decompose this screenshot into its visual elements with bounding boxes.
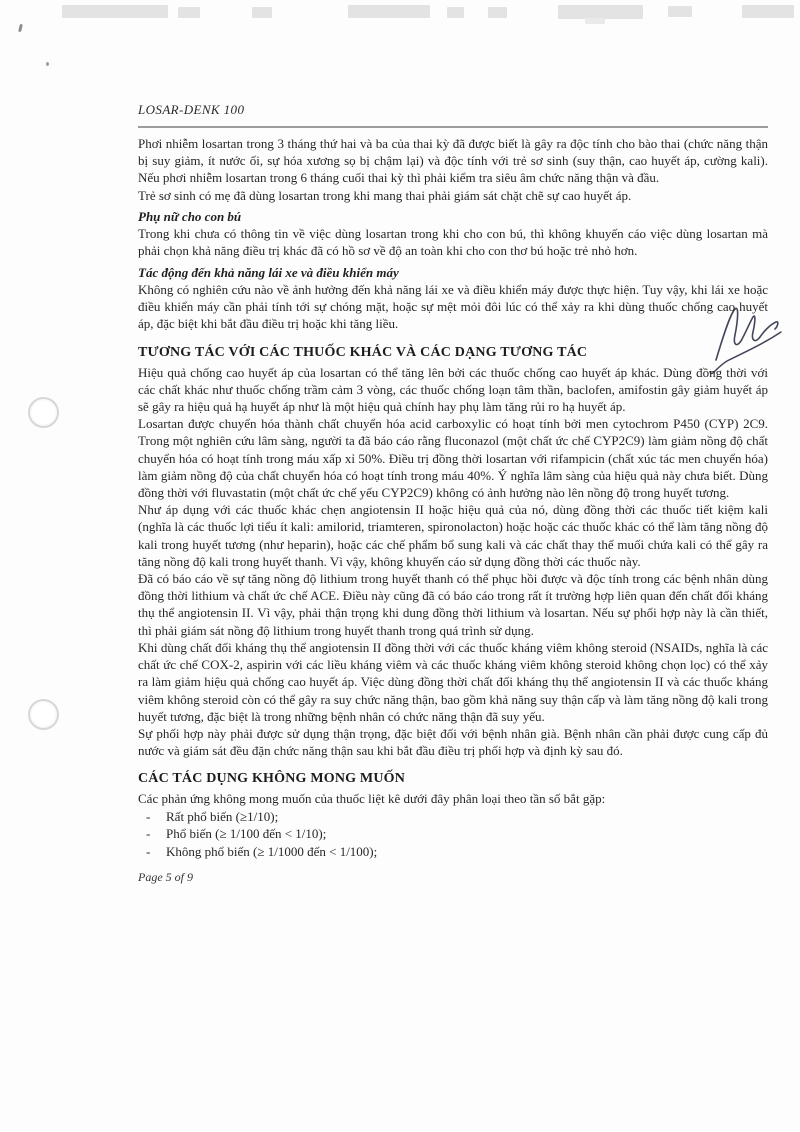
scan-artifact bbox=[447, 7, 464, 18]
scan-artifact bbox=[558, 5, 643, 19]
punch-hole bbox=[28, 397, 59, 428]
paragraph-interactions-lithium: Đã có báo cáo về sự tăng nồng độ lithium trong huyết thanh có thể phục hồi được và độc tính trong các bệnh nhân dùng đồng thời lithium và chất ức chế ACE. Điều này cũng đã có báo cáo trong rất ít trường hợp liên quan đến chất đối kháng thụ thể angiotensin II. Vì vậy, phải thận trọng khi dung đồng thời lithium và losartan. Nếu sự phối hợp này là cần thiết, thì phải giám sát nồng độ lithium trong huyết thanh trong quá trình sử dụng. bbox=[138, 571, 768, 638]
paragraph-adverse-intro: Các phản ứng không mong muốn của thuốc liệt kê dưới đây phân loại theo tần số bắt gặp: bbox=[138, 791, 606, 807]
paragraph-driving-machines: Không có nghiên cứu nào về ảnh hưởng đến khả năng lái xe và điều khiển máy được thực hiện. Tuy vậy, khi lái xe hoặc điều khiển máy cần phải tính tới sự chóng mặt, hoặc sự mệt mỏi đôi lúc có thể xảy ra khi dùng thuốc chống cao huyết áp, đặc biệt khi bắt đầu điều trị hoặc khi tăng liều. bbox=[138, 282, 768, 332]
list-item-very-common bbox=[138, 808, 768, 826]
scan-speck bbox=[18, 24, 23, 32]
paragraph-pregnancy-exposure: Phơi nhiễm losartan trong 3 tháng thứ hai và ba của thai kỳ đã được biết là gây ra độc tính cho bào thai (chức năng thận bị suy giảm, ít nước ối, sự hóa xương sọ bị chậm lại) và độc tính với trẻ sơ sinh (suy thận, cao huyết áp, cường kali). Nếu phơi nhiễm losartan trong 6 tháng cuối thai kỳ thì phải kiểm tra siêu âm chức năng thận và đầu. bbox=[138, 136, 768, 186]
list-dash: - bbox=[146, 843, 151, 859]
page-number-footer: Page 5 of 9 bbox=[138, 870, 193, 885]
list-dash: - bbox=[146, 808, 151, 824]
list-dash: - bbox=[146, 826, 151, 842]
heading-driving-machines: Tác động đến khả năng lái xe và điều khiển máy bbox=[138, 264, 399, 280]
paragraph-interactions-cyp2c9: Losartan được chuyển hóa thành chất chuyển hóa acid carboxylic có hoạt tính bởi men cytochrom P450 (CYP) 2C9. Trong một nghiên cứu lâm sàng, người ta đã báo cáo rằng fluconazol (một chất ức chế CYP2C9) làm giảm nồng độ chất chuyển hóa có hoạt tính trong máu xấp xỉ 50%. Điều trị đồng thời losartan với rifampicin (chất xúc tác men chuyển hóa) làm giảm nồng độ của chất chuyển hóa có hoạt tính trong máu 40%. Ý nghĩa lâm sàng của hiệu quả này chưa biết. Dùng đồng thời với fluvastatin (một chất ức chế yếu CYP2C9) không có ảnh hưởng nào lên nồng độ trong huyết tương. bbox=[138, 416, 768, 501]
scan-artifact bbox=[62, 5, 168, 18]
list-item-common bbox=[138, 825, 768, 843]
scan-artifact bbox=[252, 7, 272, 18]
document-body bbox=[138, 102, 768, 885]
paragraph-breastfeeding: Trong khi chưa có thông tin về việc dùng losartan trong khi cho con bú, thì không khuyến cáo việc dùng losartan mà phải chọn khả năng điều trị khác đã có hồ sơ về độ an toàn khi cho con thơ bú hoặc trẻ nhỏ hơn. bbox=[138, 226, 768, 259]
list-item-label: Không phổ biến (≥ 1/1000 đến < 1/100); bbox=[166, 843, 378, 859]
heading-drug-interactions: TƯƠNG TÁC VỚI CÁC THUỐC KHÁC VÀ CÁC DẠNG TƯƠNG TÁC bbox=[138, 344, 588, 360]
heading-breastfeeding: Phụ nữ cho con bú bbox=[138, 208, 242, 224]
scan-artifact bbox=[742, 5, 794, 18]
scan-speck bbox=[46, 62, 49, 66]
paragraph-interactions-potassium: Như áp dụng với các thuốc khác chẹn angiotensin II hoặc hiệu quả của nó, dùng đồng thời các thuốc tiết kiệm kali (nghĩa là các thuốc lợi tiểu ít kali: amilorid, triamteren, spironolacton) hoặc hoặc các thuốc khác có thể làm tăng nồng độ kali trong huyết tương (như heparin), hoặc các chế phẩm bổ sung kali và các chất thay thế muối chứa kali có thể gây ra tăng nồng độ kali trong huyết thanh. Vì vậy, không khuyến cáo sử dụng đồng thời các thuốc này. bbox=[138, 502, 768, 569]
paragraph-interactions-antihypertensives: Hiệu quả chống cao huyết áp của losartan có thể tăng lên bởi các thuốc chống cao huyết áp khác. Dùng đồng thời với các chất khác như thuốc chống trầm cảm 3 vòng, các thuốc chống loạn tâm thần, baclofen, amifostin gây giảm huyết áp sẽ gây ra hiệu quả hạ huyết áp như là một hiệu quả chính hay phụ làm tăng rủi ro hạ huyết áp. bbox=[138, 364, 768, 415]
scan-artifact bbox=[178, 7, 200, 18]
punch-hole bbox=[28, 699, 59, 730]
list-item-label: Rất phổ biến (≥1/10); bbox=[166, 808, 279, 824]
heading-adverse-effects: CÁC TÁC DỤNG KHÔNG MONG MUỐN bbox=[138, 771, 406, 787]
scan-artifact bbox=[488, 7, 507, 18]
paragraph-interactions-elderly-caution: Sự phối hợp này phải được sử dụng thận trọng, đặc biệt đối với bệnh nhân già. Bệnh nhân cần phải được cung cấp đủ nước và giám sát đều đặn chức năng thận sau khi bắt đầu điều trị phối hợp và định kỳ sau đó. bbox=[138, 725, 768, 759]
header-rule bbox=[138, 126, 768, 128]
list-item-label: Phổ biến (≥ 1/100 đến < 1/10); bbox=[166, 826, 327, 842]
scan-artifact bbox=[585, 18, 605, 24]
scan-artifact bbox=[348, 5, 430, 18]
scan-artifact bbox=[668, 6, 692, 17]
paragraph-newborn-monitoring: Trẻ sơ sinh có mẹ đã dùng losartan trong khi mang thai phải giám sát chặt chẽ sự cao huyết áp. bbox=[138, 187, 632, 203]
list-item-uncommon bbox=[138, 843, 768, 861]
running-header-title: LOSAR-DENK 100 bbox=[138, 102, 245, 117]
paragraph-interactions-nsaids: Khi dùng chất đối kháng thụ thể angiotensin II đồng thời với các thuốc kháng viêm không steroid (NSAIDs, nghĩa là các chất ức chế COX-2, aspirin với các liều kháng viêm và các thuốc kháng viêm không steroid không chọn lọc) có thể xảy ra làm giảm hiệu quả chống cao huyết áp. Việc dùng đồng thời chất đối kháng thụ thể angiotensin II và các thuốc kháng viêm không steroid còn có thể gây ra suy chức năng thận, bao gồm khả năng suy thận cấp và làm tăng nồng độ kali trong huyết tương, đặc biệt là trong những bệnh nhân có chức năng thận đã suy yếu. bbox=[138, 639, 768, 724]
